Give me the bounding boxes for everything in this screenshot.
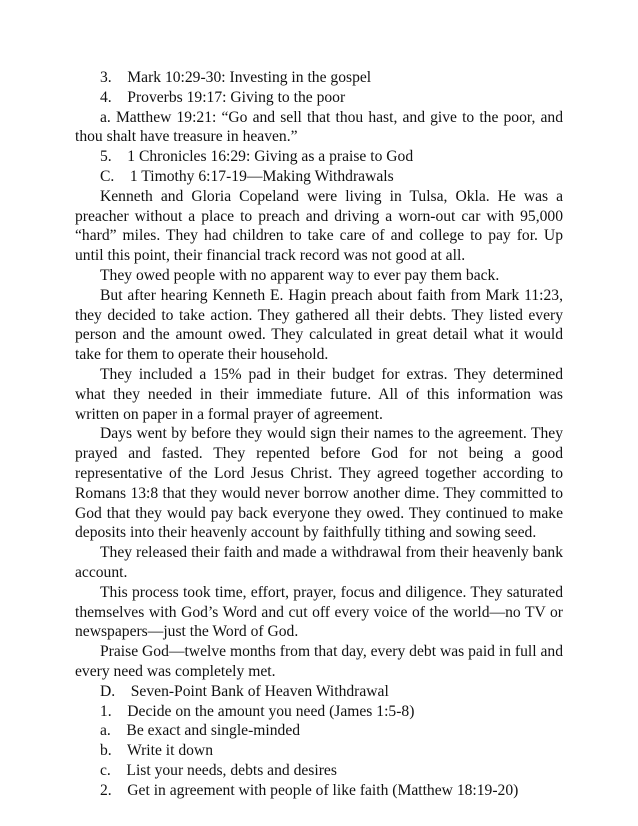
body-paragraph (75, 286, 563, 365)
body-paragraph (75, 187, 563, 266)
paragraph-text: They included a 15% pad in their budget for extras. They determined what they needed in their immediate future. All of this information was written on paper in a formal prayer of agreement. (75, 365, 563, 423)
paragraph-text: This process took time, effort, prayer, focus and diligence. They saturated themselves with God’s Word and cut off every voice of the world—no TV or newspapers—just the Word of God. (75, 583, 563, 641)
paragraph-text: Kenneth and Gloria Copeland were living in Tulsa, Okla. He was a preacher without a place to preach and driving a worn-out car with 95,000 “hard” miles. They had children to take care of and college to pay for. Up until this point, their financial track record was not good at all. (75, 187, 563, 265)
outline-item-d: D. Seven-Point Bank of Heaven Withdrawal (100, 682, 389, 700)
matthew-quote-paragraph (75, 108, 563, 148)
paragraph-text: They owed people with no apparent way to ever pay them back. (100, 266, 500, 284)
body-paragraph (75, 266, 563, 286)
outline-item-a: a. Be exact and single-minded (100, 722, 301, 740)
body-paragraph (75, 583, 563, 642)
outline-item-2: 2. Get in agreement with people of like faith (Matthew 18:19-20) (100, 781, 519, 799)
outline-item-1: 1. Decide on the amount you need (James 1:5-8) (100, 702, 415, 720)
outline-item-c2: c. List your needs, debts and desires (100, 761, 337, 779)
paragraph-text: But after hearing Kenneth E. Hagin preach about faith from Mark 11:23, they decided to take action. They gathered all their debts. They listed every person and the amount owed. They calculated in great detail what it would take for them to operate their household. (75, 286, 563, 364)
outline-item-4: 4. Proverbs 19:17: Giving to the poor (100, 88, 346, 106)
outline-item-b: b. Write it down (100, 742, 213, 760)
body-paragraph (75, 642, 563, 682)
matthew-quote-text: a. Matthew 19:21: “Go and sell that thou hast, and give to the poor, and thou shalt have treasure in heaven.” (75, 108, 563, 146)
paragraph-text: Days went by before they would sign their names to the agreement. They prayed and fasted. They repented before God for not being a good representative of the Lord Jesus Christ. They agreed together according to Romans 13:8 that they would never borrow another dime. They committed to God that they would pay back everyone they owed. They continued to make deposits into their heavenly account by faithfully tithing and sowing seed. (75, 425, 563, 542)
paragraph-text: Praise God—twelve months from that day, every debt was paid in full and every need was completely met. (75, 643, 563, 680)
outline-item-3: 3. Mark 10:29-30: Investing in the gospel (100, 69, 372, 86)
document-page (75, 68, 563, 800)
outline-item-5: 5. 1 Chronicles 16:29: Giving as a praise to God (100, 148, 414, 166)
outline-item-c: C. 1 Timothy 6:17-19—Making Withdrawals (100, 167, 394, 185)
body-paragraph (75, 365, 563, 424)
paragraph-text: They released their faith and made a withdrawal from their heavenly bank account. (75, 544, 563, 581)
body-paragraph (75, 543, 563, 583)
body-paragraph (75, 424, 563, 543)
